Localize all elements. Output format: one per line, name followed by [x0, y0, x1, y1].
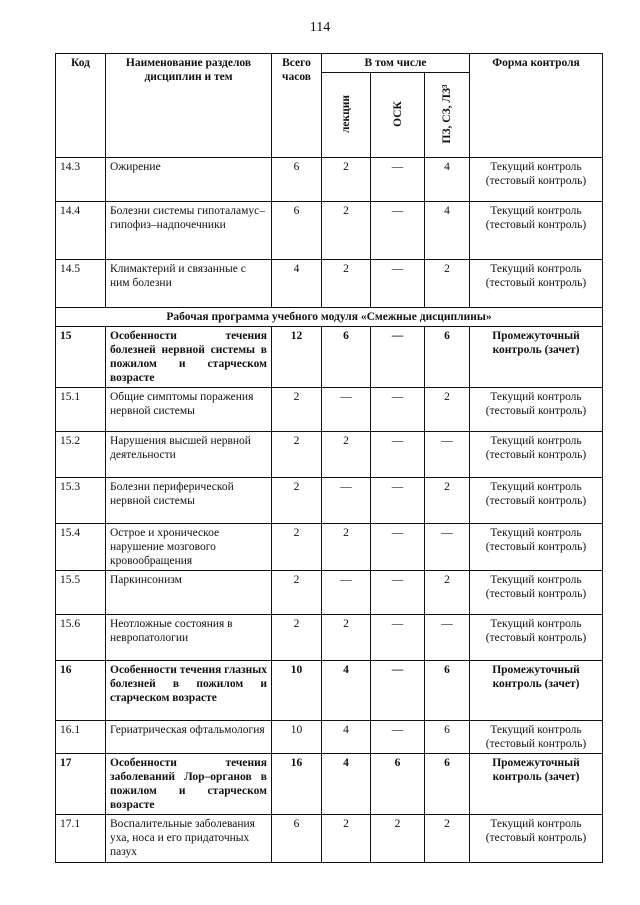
section-row	[56, 754, 603, 815]
table-body-before	[56, 158, 603, 308]
table-row	[56, 615, 603, 661]
name-cell: Воспалительные заболевания уха, носа и его придаточных пазух	[106, 815, 272, 863]
total-hours-cell: 2	[272, 524, 322, 571]
practice-cell: —	[425, 432, 470, 478]
control-form-cell: Текущий контроль (тестовый контроль)	[470, 432, 603, 478]
lectures-cell: —	[322, 388, 371, 432]
osk-cell: —	[371, 721, 425, 754]
total-hours-cell: 2	[272, 571, 322, 615]
practice-cell: 6	[425, 721, 470, 754]
lectures-cell: 4	[322, 754, 371, 815]
header-practice-cell	[425, 73, 470, 158]
lectures-cell: 6	[322, 327, 371, 388]
osk-cell: —	[371, 432, 425, 478]
osk-cell: —	[371, 615, 425, 661]
name-cell: Особенности течения заболеваний Лор–органов в пожилом и старческом возрасте	[106, 754, 272, 815]
osk-cell: —	[371, 202, 425, 260]
control-form-cell: Текущий контроль (тестовый контроль)	[470, 721, 603, 754]
table-row	[56, 478, 603, 524]
name-cell: Особенности течения глазных болезней в пожилом и старческом возрасте	[106, 661, 272, 721]
code-cell: 15	[56, 327, 106, 388]
lectures-cell: 2	[322, 815, 371, 863]
control-form-cell: Текущий контроль (тестовый контроль)	[470, 158, 603, 202]
osk-cell: 2	[371, 815, 425, 863]
code-cell: 15.4	[56, 524, 106, 571]
total-hours-cell: 12	[272, 327, 322, 388]
code-cell: 15.6	[56, 615, 106, 661]
name-cell: Паркинсонизм	[106, 571, 272, 615]
total-hours-cell: 10	[272, 721, 322, 754]
total-hours-cell: 6	[272, 815, 322, 863]
total-hours-cell: 6	[272, 158, 322, 202]
osk-cell: 6	[371, 754, 425, 815]
lectures-cell: —	[322, 571, 371, 615]
control-form-cell: Текущий контроль (тестовый контроль)	[470, 260, 603, 308]
practice-cell: 2	[425, 478, 470, 524]
total-hours-cell: 4	[272, 260, 322, 308]
practice-cell: —	[425, 615, 470, 661]
practice-cell: 6	[425, 661, 470, 721]
section-row	[56, 327, 603, 388]
header-total: Всего часов	[272, 54, 322, 158]
practice-cell: 2	[425, 388, 470, 432]
lectures-cell: —	[322, 478, 371, 524]
section-row	[56, 661, 603, 721]
table-header	[56, 54, 603, 158]
code-cell: 16	[56, 661, 106, 721]
table-row	[56, 202, 603, 260]
lectures-cell: 2	[322, 432, 371, 478]
name-cell: Болезни периферической нервной системы	[106, 478, 272, 524]
lectures-cell: 2	[322, 615, 371, 661]
table-row	[56, 388, 603, 432]
osk-cell: —	[371, 158, 425, 202]
control-form-cell: Текущий контроль (тестовый контроль)	[470, 571, 603, 615]
header-lectures: лекции	[340, 94, 352, 134]
lectures-cell: 2	[322, 202, 371, 260]
code-cell: 17.1	[56, 815, 106, 863]
osk-cell: —	[371, 260, 425, 308]
total-hours-cell: 16	[272, 754, 322, 815]
lectures-cell: 4	[322, 721, 371, 754]
header-practice: ПЗ, СЗ, ЛЗ³	[441, 84, 453, 144]
total-hours-cell: 2	[272, 388, 322, 432]
name-cell: Ожирение	[106, 158, 272, 202]
name-cell: Болезни системы гипоталамус–гипофиз–надпочечники	[106, 202, 272, 260]
practice-cell: 2	[425, 260, 470, 308]
osk-cell: —	[371, 661, 425, 721]
control-form-cell: Текущий контроль (тестовый контроль)	[470, 815, 603, 863]
table-row	[56, 524, 603, 571]
total-hours-cell: 2	[272, 432, 322, 478]
practice-cell: 2	[425, 815, 470, 863]
name-cell: Климактерий и связанные с ним болезни	[106, 260, 272, 308]
page-number: 114	[309, 20, 331, 35]
table-row	[56, 721, 603, 754]
practice-cell: 4	[425, 202, 470, 260]
control-form-cell: Промежуточный контроль (зачет)	[470, 661, 603, 721]
code-cell: 16.1	[56, 721, 106, 754]
code-cell: 14.3	[56, 158, 106, 202]
practice-cell: —	[425, 524, 470, 571]
code-cell: 14.4	[56, 202, 106, 260]
header-name: Наименование разделов дисциплин и тем	[106, 54, 272, 158]
osk-cell: —	[371, 524, 425, 571]
module-title: Рабочая программа учебного модуля «Смежные дисциплины»	[56, 308, 603, 327]
lectures-cell: 2	[322, 524, 371, 571]
table-body-after	[56, 327, 603, 863]
osk-cell: —	[371, 388, 425, 432]
code-cell: 17	[56, 754, 106, 815]
table-row	[56, 571, 603, 615]
name-cell: Особенности течения болезней нервной системы в пожилом и старческом возрасте	[106, 327, 272, 388]
code-cell: 15.3	[56, 478, 106, 524]
curriculum-table	[55, 53, 603, 863]
table-row	[56, 260, 603, 308]
header-osk: ОСК	[391, 101, 404, 127]
control-form-cell: Текущий контроль (тестовый контроль)	[470, 202, 603, 260]
header-including: В том числе	[322, 54, 470, 73]
practice-cell: 6	[425, 327, 470, 388]
header-control: Форма контроля	[470, 54, 603, 158]
table-row	[56, 158, 603, 202]
table-row	[56, 432, 603, 478]
code-cell: 15.5	[56, 571, 106, 615]
osk-cell: —	[371, 327, 425, 388]
practice-cell: 2	[425, 571, 470, 615]
practice-cell: 4	[425, 158, 470, 202]
name-cell: Острое и хроническое нарушение мозгового кровообращения	[106, 524, 272, 571]
name-cell: Нарушения высшей нервной деятельности	[106, 432, 272, 478]
osk-cell: —	[371, 571, 425, 615]
total-hours-cell: 10	[272, 661, 322, 721]
code-cell: 14.5	[56, 260, 106, 308]
control-form-cell: Текущий контроль (тестовый контроль)	[470, 478, 603, 524]
lectures-cell: 4	[322, 661, 371, 721]
table-row	[56, 815, 603, 863]
lectures-cell: 2	[322, 158, 371, 202]
total-hours-cell: 6	[272, 202, 322, 260]
header-code: Код	[56, 54, 106, 158]
name-cell: Неотложные состояния в невропатологии	[106, 615, 272, 661]
code-cell: 15.1	[56, 388, 106, 432]
control-form-cell: Текущий контроль (тестовый контроль)	[470, 388, 603, 432]
osk-cell: —	[371, 478, 425, 524]
header-osk-cell	[371, 73, 425, 158]
control-form-cell: Промежуточный контроль (зачет)	[470, 754, 603, 815]
control-form-cell: Текущий контроль (тестовый контроль)	[470, 524, 603, 571]
name-cell: Общие симптомы поражения нервной системы	[106, 388, 272, 432]
control-form-cell: Текущий контроль (тестовый контроль)	[470, 615, 603, 661]
module-title-body	[56, 308, 603, 327]
total-hours-cell: 2	[272, 615, 322, 661]
practice-cell: 6	[425, 754, 470, 815]
name-cell: Гериатрическая офтальмология	[106, 721, 272, 754]
control-form-cell: Промежуточный контроль (зачет)	[470, 327, 603, 388]
lectures-cell: 2	[322, 260, 371, 308]
header-lectures-cell	[322, 73, 371, 158]
code-cell: 15.2	[56, 432, 106, 478]
total-hours-cell: 2	[272, 478, 322, 524]
